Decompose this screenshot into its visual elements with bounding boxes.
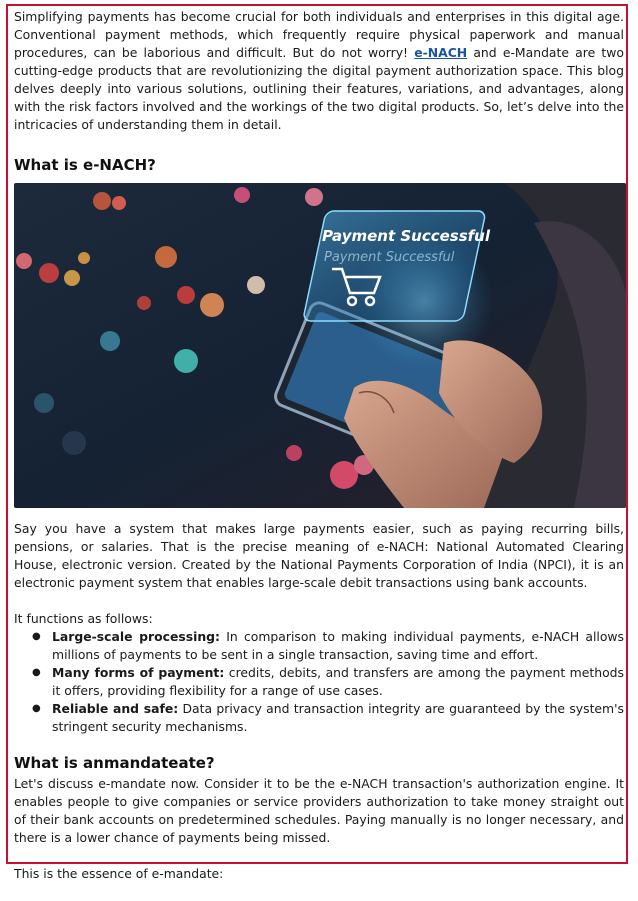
bullet-text: Data privacy and transaction integrity are guaranteed by the system's stringent security mechanisms. [52,701,624,734]
hero-illustration [14,183,626,508]
bullet-title: Many forms of payment: [52,665,225,680]
enach-paragraph: Say you have a system that makes large payments easier, such as paying recurring bills, pensions, or salaries. That is the precise meaning of e-NACH: National Automated Clearing House, electronic version. Created by the National Payments Corporation of India (NPCI), it is an electronic payment system that enables large-scale debit transactions using bank accounts. [14,521,624,590]
bullet-icon: ● [32,667,41,678]
enach-heading: What is e-NACH? [14,156,156,174]
list-item [32,700,624,736]
payment-successful-reflection: Payment Successful [324,250,455,265]
functions-intro: It functions as follows: [14,611,153,626]
hero-image [14,183,626,508]
bullet-icon: ● [32,703,41,714]
emandate-heading: What is anmandateate? [14,754,215,772]
essence-paragraph: This is the essence of e-mandate: [14,866,224,881]
intro-paragraph [14,8,624,134]
intro-text-2: and e-Mandate are two cutting-edge products that are revolutionizing the digital payment authorization space. This blog delves deeply into various solutions, outlining their features, variations, and advantages, along with the risk factors involved and the workings of the two digital products. So, let’s delve into the intricacies of understanding them in detail. [14,45,624,132]
list-item [32,628,624,664]
bullet-title: Large-scale processing: [52,629,220,644]
list-item [32,664,624,700]
enach-link[interactable]: e-NACH [414,45,468,60]
payment-successful-text: Payment Successful [322,227,490,245]
features-list [14,628,624,736]
bullet-title: Reliable and safe: [52,701,179,716]
intro-text-1: Simplifying payments has become crucial for both individuals and enterprises in this digital age. Conventional payment methods, which frequently require physical paperwork and manual procedures, can be laborious and difficult. But do not worry! [14,9,624,60]
emandate-paragraph: Let's discuss e-mandate now. Consider it to be the e-NACH transaction's authorization engine. It enables people to give companies or service providers authorization to take money straight out of their bank accounts on predetermined schedules. Paying manually is no longer necessary, and there is a lower chance of payments being missed. [14,776,624,845]
bullet-icon: ● [32,631,41,642]
article-body [14,8,624,883]
bullet-text: credits, debits, and transfers are among the payment methods it offers, providing flexibility for a range of use cases. [52,665,624,698]
bullet-text: In comparison to making individual payments, e-NACH allows millions of payments to be sent in a single transaction, saving time and effort. [52,629,624,662]
